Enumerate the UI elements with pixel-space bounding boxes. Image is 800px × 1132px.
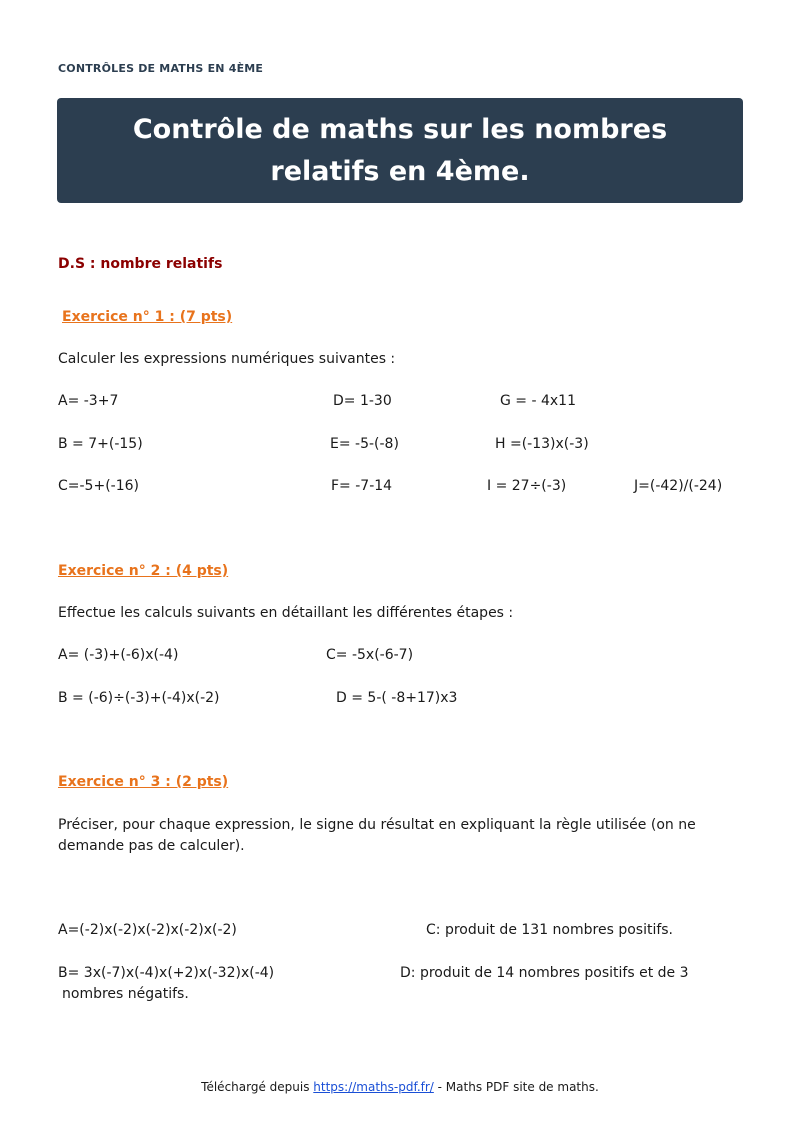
ex1-item-f: F= -7-14 [331, 478, 393, 494]
ex1-item-g: G = - 4x11 [500, 393, 576, 409]
footer-suffix: - Maths PDF site de maths. [433, 1080, 599, 1094]
exercise3-instruction-line2: demande pas de calculer). [58, 838, 245, 854]
page-title: Contrôle de maths sur les nombres relatifs en 4ème. [132, 113, 668, 187]
ex1-item-c: C=-5+(-16) [58, 478, 139, 494]
ex1-item-h: H =(-13)x(-3) [495, 436, 589, 452]
exercise3-instruction-line1: Préciser, pour chaque expression, le signe du résultat en expliquant la règle utilisée (on ne [58, 817, 696, 833]
footer-link[interactable]: https://maths-pdf.fr/ [313, 1080, 434, 1094]
exercise2-title: Exercice n° 2 : (4 pts) [58, 563, 229, 579]
ex3-item-a: A=(-2)x(-2)x(-2)x(-2)x(-2) [58, 922, 237, 938]
ex3-item-d-line2: nombres négatifs. [62, 986, 189, 1002]
ex2-item-a: A= (-3)+(-6)x(-4) [58, 647, 179, 663]
exercise1-title: Exercice n° 1 : (7 pts) [62, 309, 233, 325]
ex1-item-a: A= -3+7 [58, 393, 119, 409]
exercise3-title: Exercice n° 3 : (2 pts) [58, 774, 229, 790]
ds-title: D.S : nombre relatifs [58, 256, 223, 272]
ex2-item-d: D = 5-( -8+17)x3 [336, 690, 458, 706]
ex1-item-b: B = 7+(-15) [58, 436, 143, 452]
ex3-item-b: B= 3x(-7)x(-4)x(+2)x(-32)x(-4) [58, 965, 275, 981]
ex1-item-d: D= 1-30 [333, 393, 392, 409]
ex3-item-c: C: produit de 131 nombres positifs. [426, 922, 674, 938]
ex1-item-j: J=(-42)/(-24) [634, 478, 723, 494]
ex1-item-i: I = 27÷(-3) [487, 478, 567, 494]
exercise2-instruction: Effectue les calculs suivants en détaillant les différentes étapes : [58, 605, 514, 621]
ex1-item-e: E= -5-(-8) [330, 436, 399, 452]
ex2-item-c: C= -5x(-6-7) [326, 647, 414, 663]
title-banner [57, 98, 743, 203]
footer-prefix: Téléchargé depuis [201, 1080, 314, 1094]
ex3-item-d-line1: D: produit de 14 nombres positifs et de 3 [400, 965, 689, 981]
exercise1-instruction: Calculer les expressions numériques suivantes : [58, 351, 396, 367]
footer [0, 1080, 800, 1094]
ex2-item-b: B = (-6)÷(-3)+(-4)x(-2) [58, 690, 220, 706]
header-label: CONTRÔLES DE MATHS EN 4ÈME [58, 62, 264, 75]
